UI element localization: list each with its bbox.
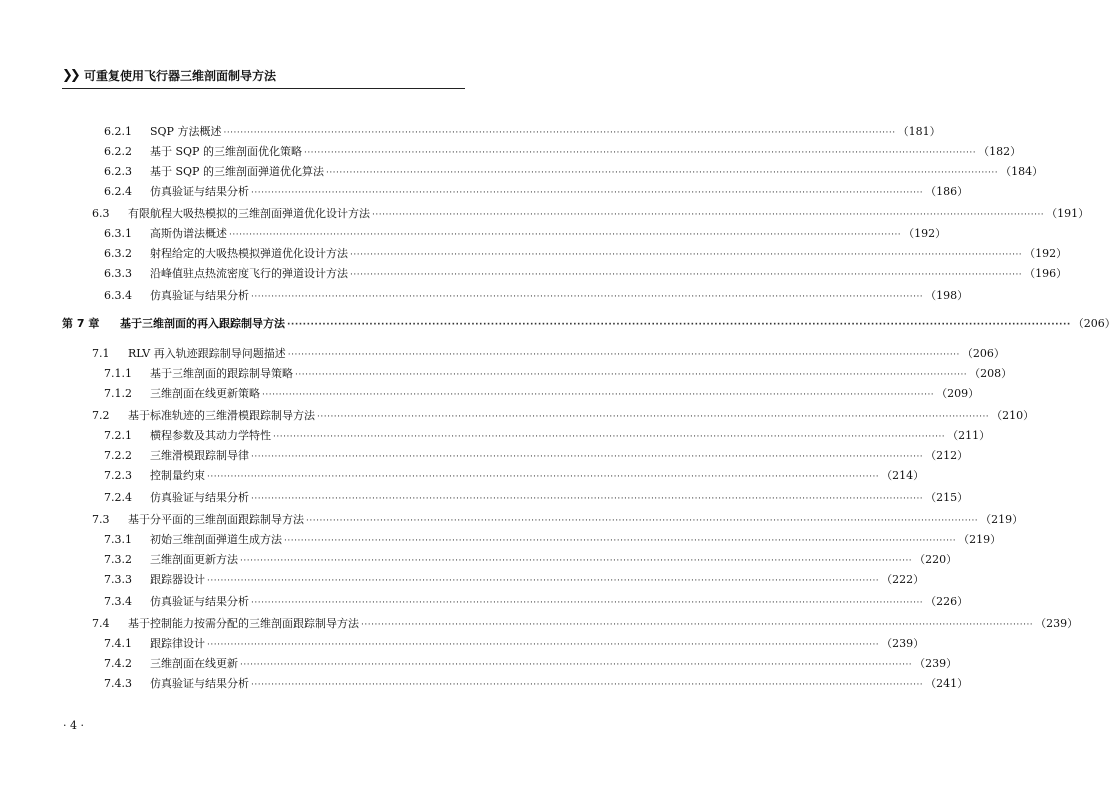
toc-entry-title: 横程参数及其动力学特性 xyxy=(150,429,271,442)
chevron-icon: ❯❯ xyxy=(62,68,78,83)
toc-entry-title: 初始三维剖面弹道生成方法 xyxy=(150,533,282,546)
toc-entry-page: （198） xyxy=(925,289,969,302)
toc-entry-7-4-1[interactable] xyxy=(104,634,925,654)
toc-entry-number: 7.3 xyxy=(92,513,110,526)
dot-leader: ········································································································································································································ xyxy=(325,168,999,178)
dot-leader: ········································································································································································································ xyxy=(207,640,880,650)
dot-leader: ········································································································································································································ xyxy=(306,516,979,526)
dot-leader: ········································································································································································································ xyxy=(372,210,1045,220)
toc-entry-6-2-1[interactable] xyxy=(104,122,941,142)
toc-entry-6-3[interactable] xyxy=(92,204,1090,224)
dot-leader: ········································································································································································································ xyxy=(207,576,880,586)
toc-entry-7-3[interactable] xyxy=(92,510,1024,530)
page-number: · 4 · xyxy=(63,719,84,732)
toc-entry-page: （219） xyxy=(980,513,1024,526)
toc-entry-7-1-1[interactable] xyxy=(104,364,1013,384)
toc-entry-title: 基于三维剖面的再入跟踪制导方法 xyxy=(120,317,285,330)
toc-entry-page: （215） xyxy=(925,491,969,504)
toc-entry-title: RLV 再入轨迹跟踪制导问题描述 xyxy=(128,347,286,360)
toc-entry-page: （211） xyxy=(947,429,991,442)
toc-entry-number: 6.3.3 xyxy=(104,267,132,280)
toc-entry-title: 仿真验证与结果分析 xyxy=(150,491,249,504)
toc-entry-number: 7.2.3 xyxy=(104,469,132,482)
toc-entry-page: （219） xyxy=(958,533,1002,546)
toc-entry-title: 仿真验证与结果分析 xyxy=(150,185,249,198)
toc-entry-title: 三维剖面在线更新策略 xyxy=(150,387,260,400)
toc-entry-7-4[interactable] xyxy=(92,614,1079,634)
toc-entry-page: （182） xyxy=(978,145,1022,158)
toc-entry-number: 7.3.4 xyxy=(104,595,132,608)
toc-entry-7-2[interactable] xyxy=(92,406,1035,426)
toc-entry-number: 7.1 xyxy=(92,347,110,360)
dot-leader: ········································································································································································································ xyxy=(251,452,924,462)
toc-entry-page: （239） xyxy=(1035,617,1079,630)
toc-entry-6-3-1[interactable] xyxy=(104,224,947,244)
toc-entry-page: （239） xyxy=(881,637,925,650)
toc-entry-page: （214） xyxy=(881,469,925,482)
toc-entry-title: 跟踪律设计 xyxy=(150,637,205,650)
toc-entry-page: （196） xyxy=(1024,267,1068,280)
toc-entry-number: 第 7 章 xyxy=(62,317,100,330)
toc-entry-title: 高斯伪谱法概述 xyxy=(150,227,227,240)
toc-entry-title: 跟踪器设计 xyxy=(150,573,205,586)
toc-entry-number: 7.3.2 xyxy=(104,553,132,566)
toc-entry-page: （209） xyxy=(936,387,980,400)
toc-entry-title: 三维滑模跟踪制导律 xyxy=(150,449,249,462)
toc-entry-number: 7.4 xyxy=(92,617,110,630)
toc-entry-page: （192） xyxy=(1024,247,1068,260)
toc-entry-title: SQP 方法概述 xyxy=(150,125,222,138)
toc-entry-page: （192） xyxy=(903,227,947,240)
toc-entry-7-2-2[interactable] xyxy=(104,446,969,466)
toc-entry-page: （239） xyxy=(914,657,958,670)
toc-entry-page: （212） xyxy=(925,449,969,462)
toc-entry-7-3-2[interactable] xyxy=(104,550,958,570)
toc-entry-number: 6.2.3 xyxy=(104,165,132,178)
toc-entry-page: （220） xyxy=(914,553,958,566)
toc-entry-page: （181） xyxy=(897,125,941,138)
toc-entry-7-3-1[interactable] xyxy=(104,530,1002,550)
toc-entry-6-2-3[interactable] xyxy=(104,162,1044,182)
dot-leader: ········································································································································································································ xyxy=(251,494,924,504)
toc-entry-number: 7.2.2 xyxy=(104,449,132,462)
toc-entry-number: 7.4.3 xyxy=(104,677,132,690)
toc-entry-number: 6.2.1 xyxy=(104,125,132,138)
toc-entry-number: 6.2.2 xyxy=(104,145,132,158)
toc-entry-title: 基于三维剖面的跟踪制导策略 xyxy=(150,367,293,380)
toc-entry-6-2-2[interactable] xyxy=(104,142,1022,162)
toc-entry-title: 射程给定的大吸热模拟弹道优化设计方法 xyxy=(150,247,348,260)
toc-entry-7[interactable] xyxy=(62,314,1116,334)
dot-leader: ········································································································································································································ xyxy=(303,148,977,158)
toc-entry-title: 仿真验证与结果分析 xyxy=(150,289,249,302)
toc-entry-page: （206） xyxy=(961,347,1005,360)
toc-entry-7-2-4[interactable] xyxy=(104,488,969,508)
toc-entry-page: （186） xyxy=(925,185,969,198)
toc-entry-7-1[interactable] xyxy=(92,344,1005,364)
dot-leader: ········································································································································································································ xyxy=(240,556,913,566)
toc-entry-page: （226） xyxy=(925,595,969,608)
toc-entry-page: （191） xyxy=(1046,207,1090,220)
toc-entry-page: （206） xyxy=(1072,317,1116,330)
dot-leader: ········································································································································································································ xyxy=(350,270,1023,280)
dot-leader: ········································································································································································································ xyxy=(287,320,1071,330)
toc-entry-number: 6.3.4 xyxy=(104,289,132,302)
toc-entry-7-2-3[interactable] xyxy=(104,466,925,486)
dot-leader: ········································································································································································································ xyxy=(229,230,902,240)
toc-entry-number: 6.3.2 xyxy=(104,247,132,260)
toc-entry-title: 仿真验证与结果分析 xyxy=(150,677,249,690)
dot-leader: ········································································································································································································ xyxy=(251,188,924,198)
dot-leader: ········································································································································································································ xyxy=(350,250,1023,260)
toc-entry-page: （210） xyxy=(991,409,1035,422)
toc-entry-number: 7.4.1 xyxy=(104,637,132,650)
header-rule xyxy=(62,88,465,89)
dot-leader: ········································································································································································································ xyxy=(273,432,946,442)
book-title: 可重复使用飞行器三维剖面制导方法 xyxy=(84,69,277,83)
toc-entry-number: 7.3.1 xyxy=(104,533,132,546)
dot-leader: ········································································································································································································ xyxy=(361,620,1034,630)
toc-entry-6-3-3[interactable] xyxy=(104,264,1068,284)
toc-entry-7-4-2[interactable] xyxy=(104,654,958,674)
toc-entry-6-2-4[interactable] xyxy=(104,182,969,202)
toc-entry-number: 7.3.3 xyxy=(104,573,132,586)
toc-entry-number: 7.2.4 xyxy=(104,491,132,504)
dot-leader: ········································································································································································································ xyxy=(295,370,968,380)
toc-entry-7-4-3[interactable] xyxy=(104,674,969,694)
toc-entry-title: 基于 SQP 的三维剖面弹道优化算法 xyxy=(150,165,324,178)
toc-entry-number: 6.3.1 xyxy=(104,227,132,240)
toc-entry-6-3-2[interactable] xyxy=(104,244,1068,264)
toc-entry-page: （184） xyxy=(1000,165,1044,178)
dot-leader: ········································································································································································································ xyxy=(262,390,935,400)
toc-entry-number: 6.3 xyxy=(92,207,110,220)
toc-entry-title: 基于标准轨迹的三维滑模跟踪制导方法 xyxy=(128,409,315,422)
toc-entry-title: 沿峰值驻点热流密度飞行的弹道设计方法 xyxy=(150,267,348,280)
running-header xyxy=(62,66,462,86)
toc-entry-title: 有限航程大吸热模拟的三维剖面弹道优化设计方法 xyxy=(128,207,370,220)
toc-entry-page: （208） xyxy=(969,367,1013,380)
toc-entry-number: 7.2 xyxy=(92,409,110,422)
toc-entry-title: 基于控制能力按需分配的三维剖面跟踪制导方法 xyxy=(128,617,359,630)
toc-entry-number: 7.1.2 xyxy=(104,387,132,400)
toc-entry-7-3-3[interactable] xyxy=(104,570,925,590)
toc-entry-page: （222） xyxy=(881,573,925,586)
toc-entry-number: 6.2.4 xyxy=(104,185,132,198)
toc-entry-page: （241） xyxy=(925,677,969,690)
dot-leader: ········································································································································································································ xyxy=(251,680,924,690)
toc-entry-title: 仿真验证与结果分析 xyxy=(150,595,249,608)
toc-entry-7-1-2[interactable] xyxy=(104,384,980,404)
dot-leader: ········································································································································································································ xyxy=(251,598,924,608)
dot-leader: ········································································································································································································ xyxy=(317,412,990,422)
dot-leader: ········································································································································································································ xyxy=(287,350,960,360)
toc-entry-7-3-4[interactable] xyxy=(104,592,969,612)
dot-leader: ········································································································································································································ xyxy=(251,292,924,302)
toc-entry-title: 三维剖面更新方法 xyxy=(150,553,238,566)
toc-entry-number: 7.2.1 xyxy=(104,429,132,442)
toc-entry-6-3-4[interactable] xyxy=(104,286,969,306)
dot-leader: ········································································································································································································ xyxy=(207,472,880,482)
toc-entry-title: 基于分平面的三维剖面跟踪制导方法 xyxy=(128,513,304,526)
toc-entry-title: 控制量约束 xyxy=(150,469,205,482)
toc-entry-number: 7.4.2 xyxy=(104,657,132,670)
dot-leader: ········································································································································································································ xyxy=(240,660,913,670)
toc-entry-number: 7.1.1 xyxy=(104,367,132,380)
dot-leader: ········································································································································································································ xyxy=(284,536,957,546)
toc-entry-title: 三维剖面在线更新 xyxy=(150,657,238,670)
toc-entry-title: 基于 SQP 的三维剖面优化策略 xyxy=(150,145,302,158)
toc-entry-7-2-1[interactable] xyxy=(104,426,991,446)
dot-leader: ········································································································································································································ xyxy=(223,128,896,138)
